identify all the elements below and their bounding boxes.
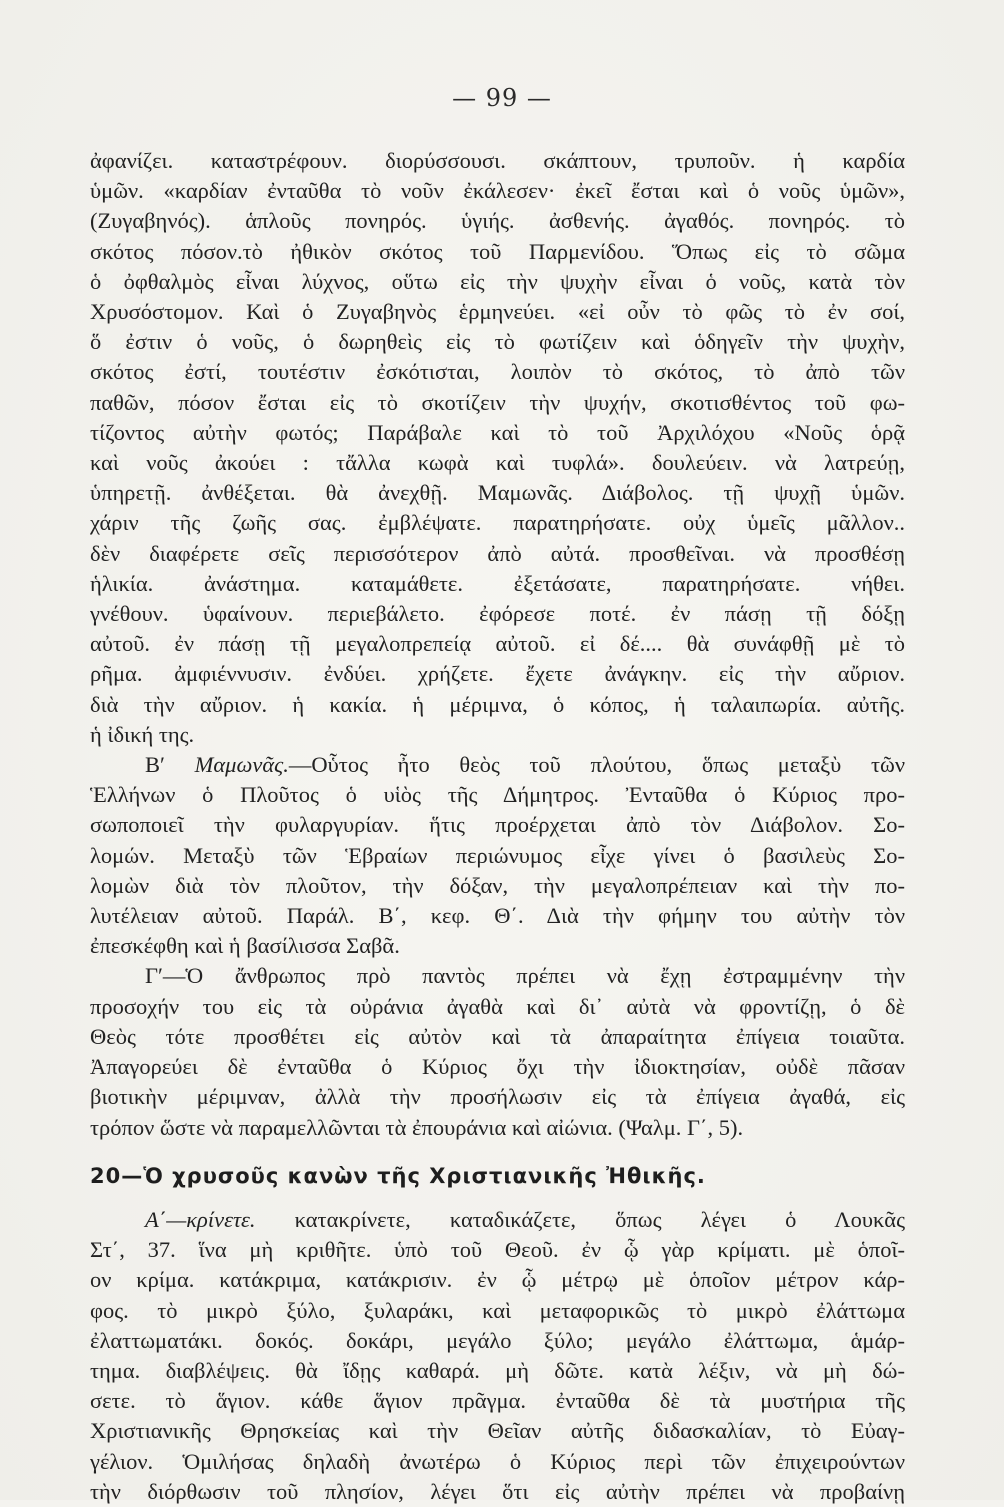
text-line: λομὼν διὰ τὸν πλοῦτον, τὴν δόξαν, τὴν μεγαλοπρέπειαν καὶ τὴν πο- (90, 872, 905, 898)
text-line: ὁ ὀφθαλμὸς εἶναι λύχνος, οὕτω εἰς τὴν ψυχὴν εἶναι ὁ νοῦς, κατὰ τὸν (90, 268, 905, 294)
text-line: γέλιον. Ὁμιλήσας δηλαδὴ ἀνωτέρω ὁ Κύριος περὶ τῶν ἐπιχειρούντων (90, 1448, 905, 1474)
text-line: ὅ ἐστιν ὁ νοῦς, ὁ δωρηθεὶς εἰς τὸ φωτίζειν καὶ ὁδηγεῖν τὴν ψυχὴν, (90, 329, 905, 355)
paragraph-2 (90, 750, 905, 961)
text-line: ἐπεσκέφθη καὶ ἡ βασίλισσα Σαβᾶ. (90, 933, 400, 959)
paragraph-4 (90, 1205, 905, 1507)
text-line: Ἑλλήνων ὁ Πλοῦτος ὁ υἱὸς τῆς Δήμητρος. Ἐνταῦθα ὁ Κύριος προ- (90, 782, 905, 808)
section-label: Β′ (145, 752, 165, 778)
text-fragment: κατακρίνετε, καταδικάζετε, ὅπως λέγει ὁ Λουκᾶς (294, 1206, 905, 1232)
text-line: σετε. τὸ ἅγιον. κάθε ἅγιον πρᾶγμα. ἐνταῦθα δὲ τὰ μυστήρια τῆς (90, 1388, 905, 1414)
text-line: ὑμῶν. «καρδίαν ἐνταῦθα τὸ νοῦν ἐκάλεσεν· ἐκεῖ ἔσται καὶ ὁ νοῦς ὑμῶν», (90, 178, 905, 204)
text-line (90, 750, 905, 780)
text-line: προσοχήν του εἰς τὰ οὐράνια ἀγαθὰ καὶ δι᾽ αὐτὰ νὰ φροντίζῃ, ὁ δὲ (90, 993, 905, 1019)
body-text (90, 146, 905, 1507)
text-line: ἀφανίζει. καταστρέφουν. διορύσσουσι. σκάπτουν, τρυποῦν. ἡ καρδία (90, 148, 905, 173)
text-line: φος. τὸ μικρὸ ξύλο, ξυλαράκι, καὶ μεταφορικῶς τὸ μικρὸ ἐλάττωμα (90, 1297, 905, 1323)
text-line: βιοτικὴν μέριμναν, ἀλλὰ τὴν προσήλωσιν εἰς τὰ ἐπίγεια ἀγαθά, εἰς (90, 1084, 905, 1110)
paragraph-3 (90, 961, 905, 1142)
text-line: ἡλικία. ἀνάστημα. καταμάθετε. ἐξετάσατε, παρατηρήσατε. νήθει. (90, 570, 905, 596)
text-line: Στ΄, 37. ἵνα μὴ κριθῆτε. ὑπὸ τοῦ Θεοῦ. ἐν ᾧ γὰρ κρίματι. μὲ ὁποῖ- (90, 1237, 905, 1263)
text-line: τημα. διαβλέψεις. θὰ ἴδῃς καθαρά. μὴ δῶτε. κατὰ λέξιν, νὰ μὴ δώ- (90, 1357, 905, 1383)
text-line: καὶ νοῦς ἀκούει : τἄλλα κωφὰ καὶ τυφλά». δουλεύειν. νὰ λατρεύῃ, (90, 450, 905, 476)
text-line: ἐλαττωματάκι. δοκός. δοκάρι, μεγάλο ξύλο; μεγάλο ἐλάττωμα, ἁμάρ- (90, 1327, 905, 1353)
text-line: (Ζυγαβηνός). ἁπλοῦς πονηρός. ὑγιής. ἀσθενής. ἀγαθός. πονηρός. τὸ (90, 208, 905, 234)
text-line: χάριν τῆς ζωῆς σας. ἐμβλέψατε. παρατηρήσατε. οὐχ ὑμεῖς μᾶλλον.. (90, 510, 905, 536)
text-line: σωποποιεῖ τὴν φυλαργυρίαν. ἥτις προέρχεται ἀπὸ τὸν Διάβολον. Σο- (90, 812, 905, 838)
text-line: λομών. Μεταξὺ τῶν Ἑβραίων περιώνυμος εἶχε γίνει ὁ βασιλεὺς Σο- (90, 842, 905, 868)
text-line: Ἀπαγορεύει δὲ ἐνταῦθα ὁ Κύριος ὄχι τὴν ἰδιοκτησίαν, οὐδὲ πᾶσαν (90, 1054, 905, 1080)
paragraph-1 (90, 146, 905, 750)
text-line: λυτέλειαν αὐτοῦ. Παράλ. Β΄, κεφ. Θ΄. Διὰ τὴν φήμην του αὐτὴν τὸν (90, 903, 905, 929)
term-word: Μαμωνᾶς. (194, 752, 289, 778)
text-line: ἡ ἰδική της. (90, 721, 195, 747)
text-line: γνέθουν. ὑφαίνουν. περιεβάλετο. ἐφόρεσε ποτέ. ἐν πάσῃ τῇ δόξῃ (90, 601, 905, 627)
text-line: Χρυσόστομον. Καὶ ὁ Ζυγαβηνὸς ἑρμηνεύει. «εἰ οὖν τὸ φῶς τὸ ἐν σοί, (90, 299, 905, 325)
text-line: Χριστιανικῆς Θρησκείας καὶ τὴν Θεῖαν αὐτῆς διδασκαλίαν, τὸ Εὐαγ- (90, 1418, 905, 1444)
text-line: ὑπηρετῇ. ἀνθέξεται. θὰ ἀνεχθῇ. Μαμωνᾶς. Διάβολος. τῇ ψυχῇ ὑμῶν. (90, 480, 905, 506)
text-line: ον κρίμα. κατάκριμα, κατάκρισιν. ἐν ᾧ μέτρῳ μὲ ὁποῖον μέτρον κάρ- (90, 1267, 905, 1293)
text-line: παθῶν, πόσον ἔσται εἰς τὸ σκοτίζειν τὴν ψυχήν, σκοτισθέντος τοῦ φω- (90, 389, 905, 415)
text-line: ρῆμα. ἀμφιέννυσιν. ἐνδύει. χρήζετε. ἔχετε ἀνάγκην. εἰς τὴν αὔριον. (90, 661, 905, 687)
text-line (90, 1205, 905, 1235)
text-line: τίζοντος αὐτὴν φωτός; Παράβαλε καὶ τὸ τοῦ Ἀρχιλόχου «Νοῦς ὁρᾷ (90, 419, 905, 445)
text-line: Γ′—Ὁ ἄνθρωπος πρὸ παντὸς πρέπει νὰ ἔχῃ ἐστραμμένην τὴν (145, 963, 905, 989)
text-line: τὴν διόρθωσιν τοῦ πλησίον, λέγει ὅτι εἰς αὐτὴν πρέπει νὰ προβαίνῃ (90, 1478, 905, 1504)
text-line: σκότος πόσον.τὸ ἠθικὸν σκότος τοῦ Παρμενίδου. Ὅπως εἰς τὸ σῶμα (90, 238, 905, 264)
text-line: αὐτοῦ. ἐν πάσῃ τῇ μεγαλοπρεπείᾳ αὐτοῦ. εἰ δέ.... θὰ συνάφθῇ μὲ τὸ (90, 631, 905, 657)
page-number: — 99 — (452, 84, 552, 112)
text-line: διὰ τὴν αὔριον. ἡ κακία. ἡ μέριμνα, ὁ κόπος, ἡ ταλαιπωρία. αὐτῆς. (90, 691, 905, 717)
text-line: σκότος ἐστί, τουτέστιν ἐσκότισται, λοιπὸν τὸ σκότος, τὸ ἀπὸ τῶν (90, 359, 905, 385)
text-fragment: —Οὗτος ἦτο θεὸς τοῦ πλούτου, ὅπως μεταξὺ τῶν (288, 752, 905, 778)
text-line: τρόπον ὥστε νὰ παραμελλῶνται τὰ ἐπουράνια καὶ αἰώνια. (Ψαλμ. Γ΄, 5). (90, 1114, 744, 1140)
text-line: Θεὸς τότε προσθέτει εἰς αὐτὸν καὶ τὰ ἀπαραίτητα ἐπίγεια τοιαῦτα. (90, 1023, 905, 1049)
section-heading: 20—Ὁ χρυσοῦς κανὼν τῆς Χριστιανικῆς Ἠθικῆς. (90, 1163, 706, 1188)
term-word: Α΄—κρίνετε. (145, 1206, 256, 1232)
text-line: δὲν διαφέρετε σεῖς περισσότερον ἀπὸ αὐτά. προσθεῖναι. νὰ προσθέσῃ (90, 540, 905, 566)
